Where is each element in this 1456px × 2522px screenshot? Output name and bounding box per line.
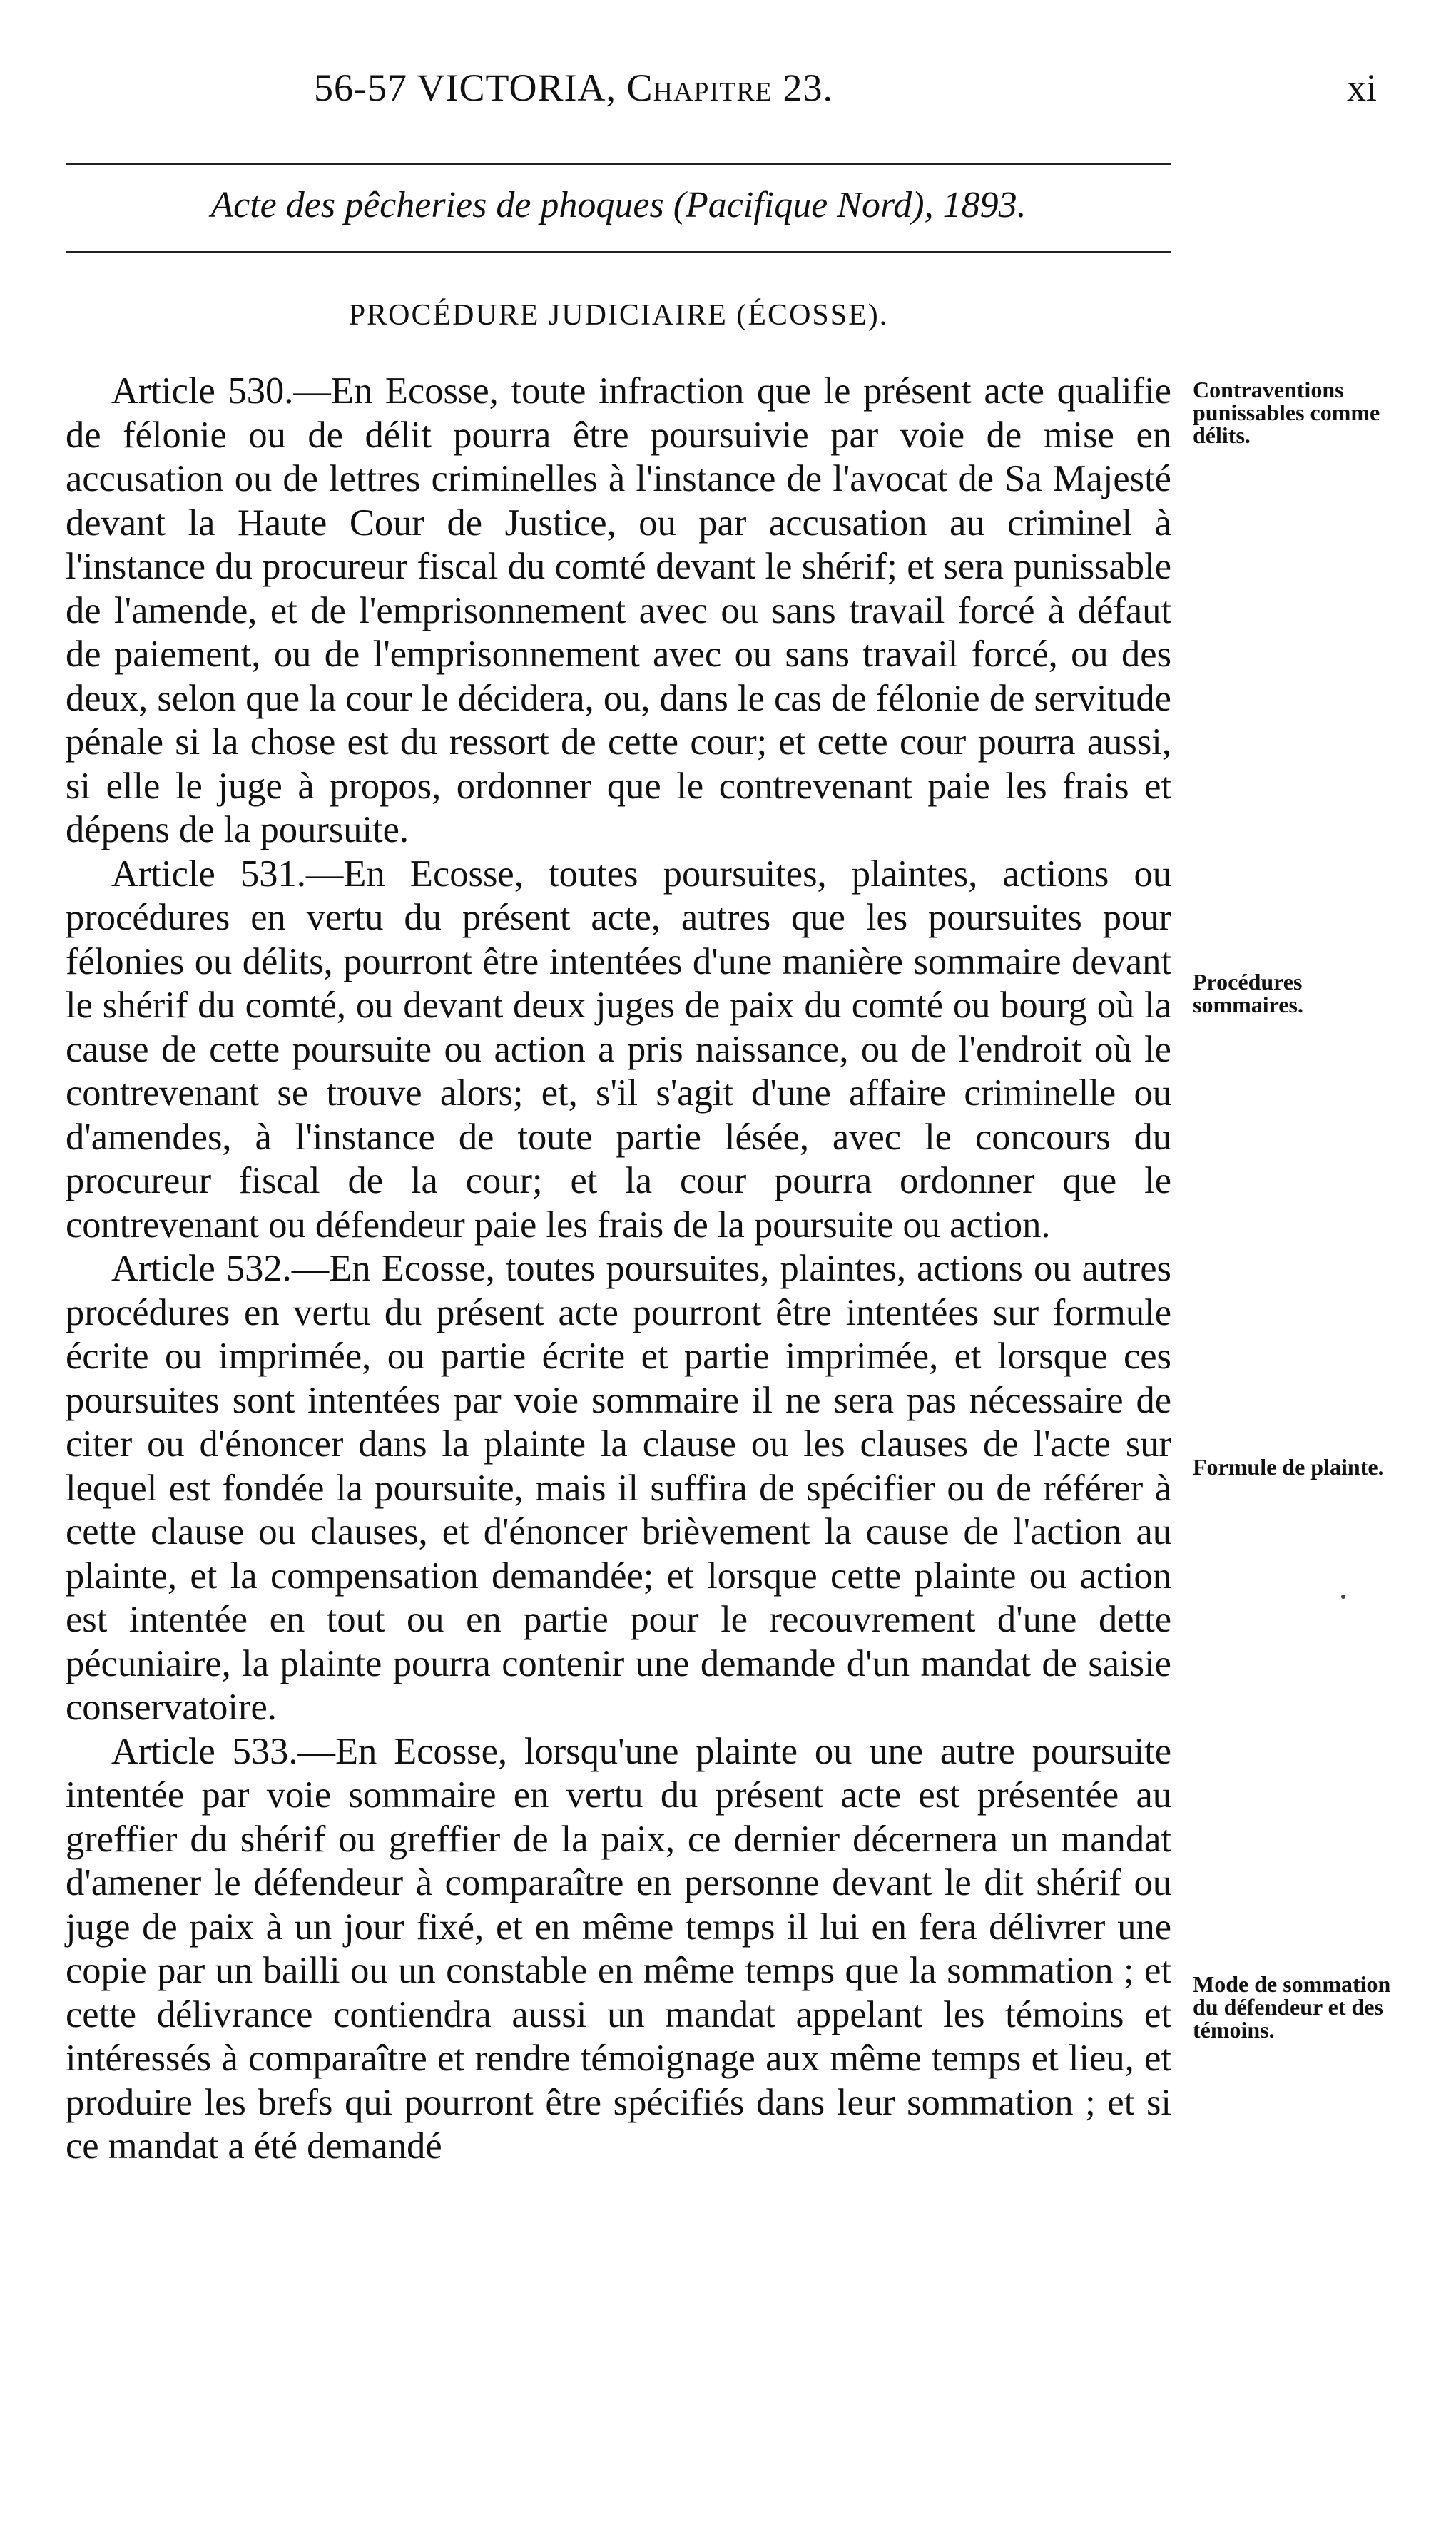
running-head-main: 56-57 VICTORIA, [314, 66, 617, 109]
ink-speck [1341, 1595, 1345, 1599]
running-head-chapter: Chapitre 23. [626, 66, 833, 109]
section-heading: PROCÉDURE JUDICIAIRE (ÉCOSSE). [348, 299, 889, 332]
article-530: Article 530.—En Ecosse, toute infraction que le présent acte qualifie de félonie ou de délit pourra être poursuivie par voie de mise en accusation ou de lettres criminelles à l'instance de l'avocat de Sa Majesté devant la Haute Cour de Justice, ou par accusation au criminel à l'instance du procureur fiscal du comté devant le shérif; et sera punissable de l'amende, et de l'emprisonnement avec ou sans travail forcé à défaut de paiement, ou de l'emprisonnement avec ou sans travail forcé, ou des deux, selon que la cour le décidera, ou, dans le cas de félonie de servitude pénale si la chose est du ressort de cette cour; et cette cour pourra aussi, si elle le juge à propos, ordonner que le contrevenant paie les frais et dépens de la poursuite. [66, 370, 1171, 850]
margin-note-sommation: Mode de sommation du défendeur et des témoins. [1193, 1971, 1391, 2043]
article-532: Article 532.—En Ecosse, toutes poursuites, plaintes, actions ou autres procédures en vertu du présent acte pourront être intentées sur formule écrite ou imprimée, ou partie écrite et partie imprimée, et lorsque ces poursuites sont intentées par voie sommaire il ne sera pas nécessaire de citer ou d'énoncer dans la plainte la clause ou les clauses de l'acte sur lequel est fondée la poursuite, mais il suffira de spécifier ou de référer à cette clause ou clauses, et d'énoncer brièvement la cause de l'action au plainte, et la compensation demandée; et lorsque cette plainte ou action est intentée en tout ou en partie pour le recouvrement d'une dette pécuniaire, la plainte pourra contenir une demande d'un mandat de saisie conservatoire. [66, 1248, 1171, 1728]
article-531: Article 531.—En Ecosse, toutes poursuites, plaintes, actions ou procédures en vertu du présent acte, autres que les poursuites pour félonies ou délits, pourront être intentées d'une manière sommaire devant le shérif du comté, ou devant deux juges de paix du comté ou bourg où la cause de cette poursuite ou action a pris naissance, ou de l'endroit où le contrevenant se trouve alors; et, s'il s'agit d'une affaire criminelle ou d'amendes, à l'instance de toute partie lésée, avec le concours du procureur fiscal de la cour; et la cour pourra ordonner que le contrevenant ou défendeur paie les frais de la poursuite ou action. [66, 853, 1171, 1246]
margin-note-contraventions: Contraventions punissables comme délits. [1193, 377, 1380, 448]
act-title: Acte des pêcheries de phoques (Pacifique Nord), 1893. [210, 185, 1027, 225]
article-533: Article 533.—En Ecosse, lorsqu'une plainte ou une autre poursuite intentée par voie sommaire en vertu du présent acte est présentée au greffier du shérif ou greffier de la paix, ce dernier décernera un mandat d'amener le défendeur à comparaître en personne devant le dit shérif ou juge de paix à un jour fixé, et en même temps il lui en fera délivrer une copie par un bailli ou un constable en même temps que la sommation ; et cette délivrance contiendra aussi un mandat appelant les témoins et intéressés à comparaître et rendre témoignage aux même temps et lieu, et produire les brefs qui pourront être spécifiés dans leur sommation ; et si ce mandat a été demandé [66, 1730, 1171, 2167]
page-number: xi [1346, 66, 1377, 109]
margin-note-formule: Formule de plainte. [1193, 1454, 1384, 1480]
margin-note-procedures: Procédures sommaires. [1193, 969, 1303, 1017]
